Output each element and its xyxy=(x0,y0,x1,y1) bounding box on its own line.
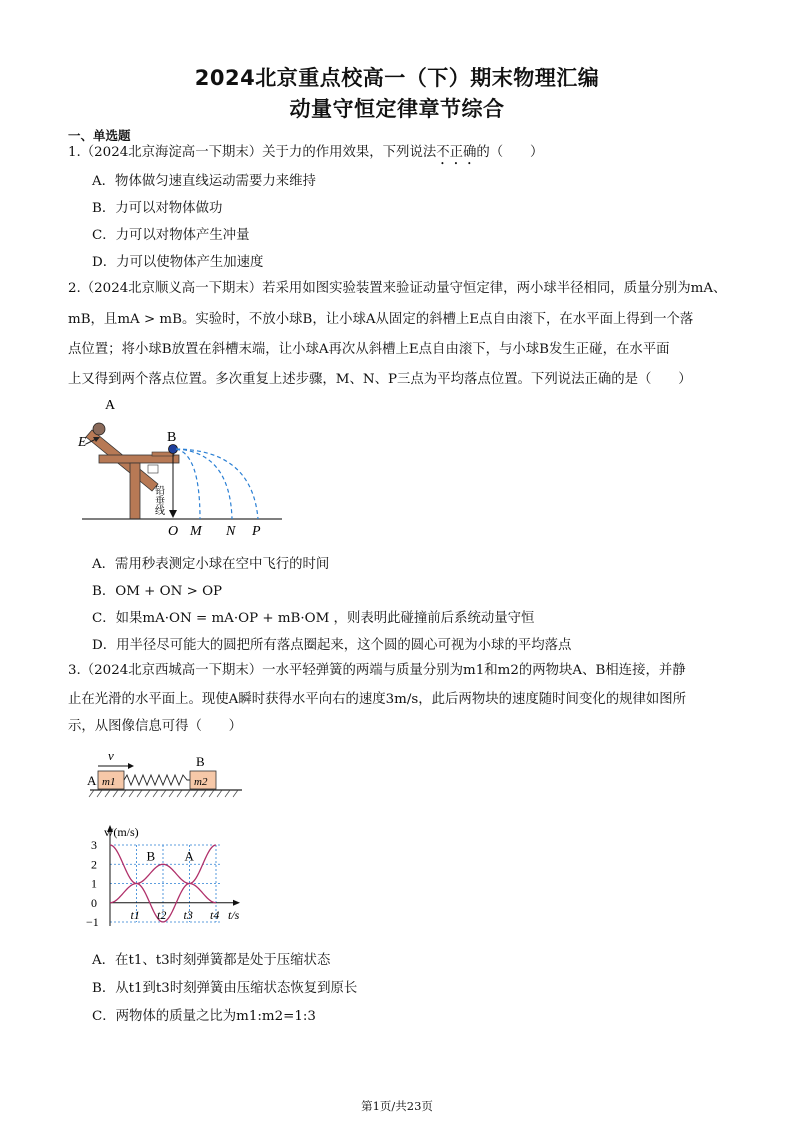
q3-line1: 3.（2024北京西城高一下期末）一水平轻弹簧的两端与质量分别为m1和m2的两物块A、B相连接，并静 xyxy=(68,663,686,678)
label-a: A xyxy=(105,398,116,413)
q2-option-b: B．OM + ON > OP xyxy=(92,584,223,599)
spring xyxy=(124,775,190,785)
trajectory-p xyxy=(176,449,258,519)
q1-option-d: D．力可以使物体产生加速度 xyxy=(92,255,264,270)
y-tick-label: 0 xyxy=(91,895,97,910)
q2-line4: 上又得到两个落点位置。多次重复上述步骤，M、N、P三点为平均落点位置。下列说法正确的是（ ） xyxy=(68,372,692,387)
trajectory-m xyxy=(176,449,200,519)
block-a-mass: m1 xyxy=(102,776,116,788)
x-tick-label: t1 xyxy=(130,907,140,922)
floor-hatch xyxy=(89,790,238,797)
section-heading: 一、单选题 xyxy=(68,128,131,143)
q1-stem-emphasis: 不正确 xyxy=(436,145,477,160)
q1-stem-post: 的（ ） xyxy=(476,145,544,160)
q2-line1: 2.（2024北京顺义高一下期末）若采用如图实验装置来验证动量守恒定律，两小球半径相同，质量分别为mA、 xyxy=(68,281,727,296)
x-tick-label: t3 xyxy=(183,907,193,922)
y-axis-label: v/(m/s) xyxy=(104,825,139,839)
page-footer: 第1页/共23页 xyxy=(361,1099,433,1113)
plumb-arrow xyxy=(169,510,177,518)
q3-line3: 示，从图像信息可得（ ） xyxy=(68,719,243,734)
label-m: M xyxy=(190,524,202,539)
label-e: E xyxy=(78,435,87,450)
y-tick-label: 3 xyxy=(91,838,97,852)
q1-option-c: C．力可以对物体产生冲量 xyxy=(92,228,250,243)
label-block-b: B xyxy=(196,754,205,769)
plumb-line-label: 铅垂线 xyxy=(152,485,164,515)
q3-line2: 止在光滑的水平面上。现使A瞬时获得水平向右的速度3m/s，此后两物块的速度随时间变化的规律如图所 xyxy=(68,692,687,707)
series-label-a: A xyxy=(184,848,194,864)
q1-stem-pre: 1.（2024北京海淀高一下期末）关于力的作用效果，下列说法 xyxy=(68,145,437,160)
q2-option-d: D．用半径尽可能大的圆把所有落点圈起来，这个圆的圆心可视为小球的平均落点 xyxy=(92,638,572,653)
q2-option-a: A．需用秒表测定小球在空中飞行的时间 xyxy=(92,557,330,572)
q3-option-a: A．在t1、t3时刻弹簧都是处于压缩状态 xyxy=(92,953,331,968)
label-v: v xyxy=(108,748,114,763)
q3-option-b: B．从t1到t3时刻弹簧由压缩状态恢复到原长 xyxy=(92,981,358,996)
q1-option-a: A．物体做匀速直线运动需要力来维持 xyxy=(92,174,316,189)
x-axis-label: t/s xyxy=(228,907,240,922)
label-o: O xyxy=(168,524,179,539)
label-p: P xyxy=(252,524,261,539)
q1-option-b: B．力可以对物体做功 xyxy=(92,201,223,216)
x-tick-label: t4 xyxy=(210,907,220,922)
q3-spring-figure xyxy=(84,746,254,802)
y-tick-label: 2 xyxy=(91,857,97,872)
q2-apparatus-figure xyxy=(72,392,292,542)
x-axis-arrow xyxy=(233,900,240,906)
x-tick-label: t2 xyxy=(157,907,167,922)
label-n: N xyxy=(226,524,236,539)
document-title-line2: 动量守恒定律章节综合 xyxy=(289,97,505,121)
q1-stem xyxy=(68,145,543,168)
chart-axes xyxy=(107,825,240,926)
block-b-mass: m2 xyxy=(194,776,208,788)
y-tick-label: 1 xyxy=(91,876,97,891)
q3-velocity-chart xyxy=(80,820,260,938)
series-label-b: B xyxy=(146,848,156,864)
y-tick-label: −1 xyxy=(86,915,99,929)
q2-line3: 点位置；将小球B放置在斜槽末端，让小球A再次从斜槽上E点自由滚下，与小球B发生正碰，在水平面 xyxy=(68,342,670,357)
q2-line2: mB，且mA > mB。实验时，不放小球B，让小球A从固定的斜槽上E点自由滚下，在水平面上得到一个落 xyxy=(68,312,694,327)
velocity-arrow-head xyxy=(128,763,134,769)
q3-option-c: C．两物体的质量之比为m1:m2=1:3 xyxy=(92,1009,316,1024)
q2-option-c: C．如果mA·ON = mA·OP + mB·OM ，则表明此碰撞前后系统动量守恒 xyxy=(92,611,535,626)
ball-a xyxy=(93,423,105,435)
table-leg xyxy=(130,463,140,519)
plumb-bob xyxy=(148,465,158,473)
label-block-a: A xyxy=(87,773,97,788)
document-title-line1: 2024北京重点校高一（下）期末物理汇编 xyxy=(194,66,600,90)
label-b: B xyxy=(167,430,177,445)
